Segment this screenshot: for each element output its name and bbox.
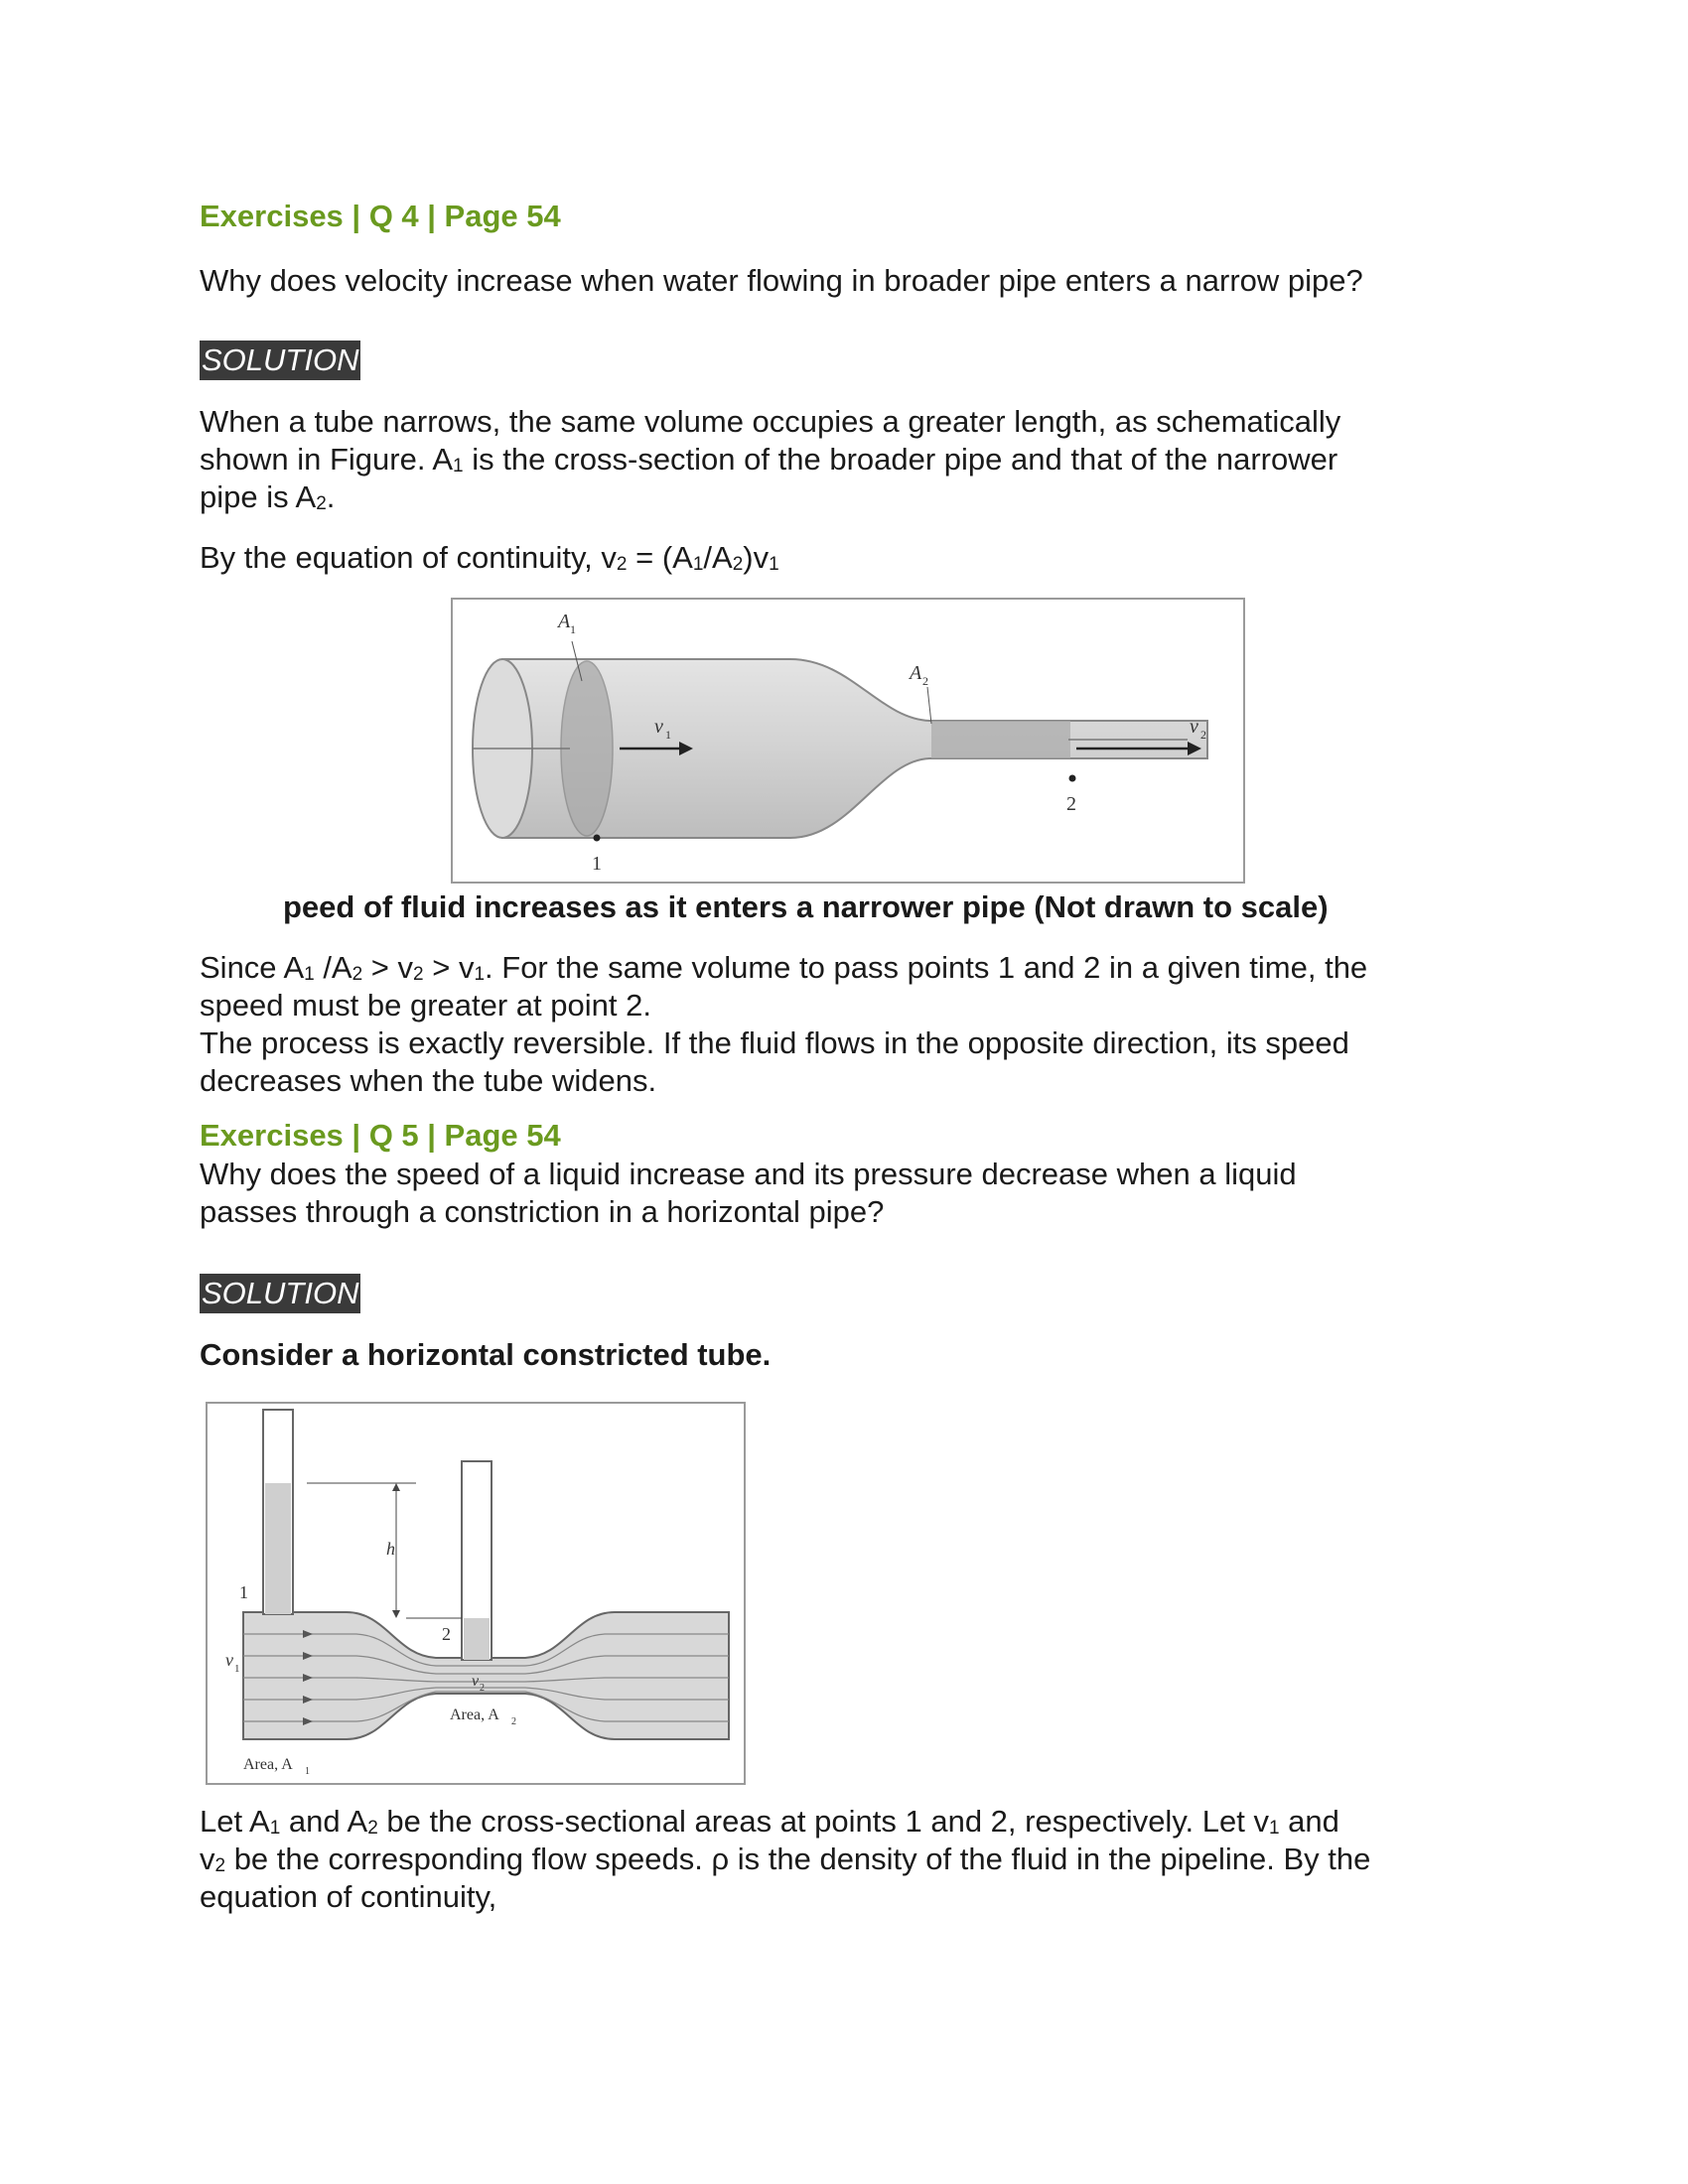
q4-para-line: pipe is $A_2$. bbox=[200, 479, 336, 514]
label-point-1: 1 bbox=[239, 1582, 248, 1602]
label-v2: v bbox=[472, 1673, 480, 1690]
label-a1-sub: 1 bbox=[570, 622, 576, 636]
q4-pipe-figure bbox=[451, 598, 1245, 884]
label-a2-sub: 2 bbox=[922, 674, 928, 688]
label-h: h bbox=[386, 1539, 395, 1559]
label-v1-sub: 1 bbox=[234, 1663, 240, 1675]
narrowing-pipe-diagram bbox=[453, 600, 1243, 882]
point-2-label: 2 bbox=[1066, 793, 1076, 815]
q4-figure-caption: peed of fluid increases as it enters a narrower pipe (Not drawn to scale) bbox=[283, 889, 1329, 924]
label-area-a1-sub: 1 bbox=[305, 1766, 310, 1777]
q4-explanation-line: speed must be greater at point 2. bbox=[200, 988, 651, 1023]
q4-heading: Exercises | Q 4 | Page 54 bbox=[200, 199, 561, 233]
q4-question: Why does velocity increase when water flowing in broader pipe enters a narrow pipe? bbox=[200, 263, 1363, 298]
q5-para-line: equation of continuity, bbox=[200, 1879, 497, 1914]
label-a1: A bbox=[558, 611, 571, 632]
q5-question bbox=[200, 1156, 1490, 1231]
constricted-tube-diagram bbox=[208, 1404, 744, 1783]
q4-para-line: shown in Figure. $A_1$ is the cross-section of the broader pipe and that of the narrower bbox=[200, 442, 1338, 477]
q4-continuity-equation: By the equation of continuity, $v_2 = (A_1/A_2)v_1$ bbox=[200, 540, 779, 575]
q5-question-line: Why does the speed of a liquid increase and its pressure decrease when a liquid bbox=[200, 1157, 1297, 1191]
q5-para-line: Let $A_1$ and $A_2$ be the cross-sectional areas at points 1 and 2, respectively. Let $v_1$ and bbox=[200, 1804, 1339, 1839]
label-a2: A bbox=[910, 662, 922, 684]
q4-explanation bbox=[200, 949, 1490, 1100]
manometer-left-fluid bbox=[265, 1483, 291, 1614]
label-v2-sub: 2 bbox=[1200, 728, 1206, 742]
label-v1: v bbox=[225, 1650, 233, 1670]
q4-explanation-line: The process is exactly reversible. If the fluid flows in the opposite direction, its speed bbox=[200, 1025, 1349, 1060]
label-area-a2: Area, A bbox=[450, 1706, 499, 1723]
q4-solution-paragraph bbox=[200, 403, 1490, 516]
label-v1: v bbox=[654, 716, 663, 738]
manometer-right-fluid bbox=[464, 1618, 490, 1660]
point-2 bbox=[1069, 775, 1076, 782]
q5-question-line: passes through a constriction in a horizontal pipe? bbox=[200, 1194, 885, 1229]
q5-heading: Exercises | Q 5 | Page 54 bbox=[200, 1118, 561, 1153]
q5-solution-label: SOLUTION bbox=[200, 1274, 360, 1313]
label-area-a1: Area, A bbox=[243, 1756, 293, 1773]
q4-solution-label: SOLUTION bbox=[200, 341, 360, 380]
q4-para-line: When a tube narrows, the same volume occupies a greater length, as schematically bbox=[200, 404, 1341, 439]
point-1-label: 1 bbox=[592, 853, 602, 875]
q4-explanation-line: Since $A_1$ $/A_2 > v_2 > v_1$. For the same volume to pass points 1 and 2 in a given time, the bbox=[200, 950, 1368, 985]
point-1 bbox=[594, 835, 601, 842]
label-v2: v bbox=[1190, 716, 1198, 738]
label-area-a2-sub: 2 bbox=[511, 1716, 516, 1727]
label-v2-sub: 2 bbox=[480, 1683, 485, 1694]
q5-solution-paragraph bbox=[200, 1803, 1490, 1916]
q4-explanation-line: decreases when the tube widens. bbox=[200, 1063, 657, 1098]
label-point-2: 2 bbox=[442, 1624, 451, 1644]
cross-section-a2 bbox=[931, 721, 1070, 758]
q5-consider-text: Consider a horizontal constricted tube. bbox=[200, 1337, 772, 1372]
q5-para-line: $v_2$ be the corresponding flow speeds. ρ is the density of the fluid in the pipeline. By the bbox=[200, 1842, 1371, 1876]
q5-venturi-figure bbox=[206, 1402, 746, 1785]
label-v1-sub: 1 bbox=[665, 728, 671, 742]
